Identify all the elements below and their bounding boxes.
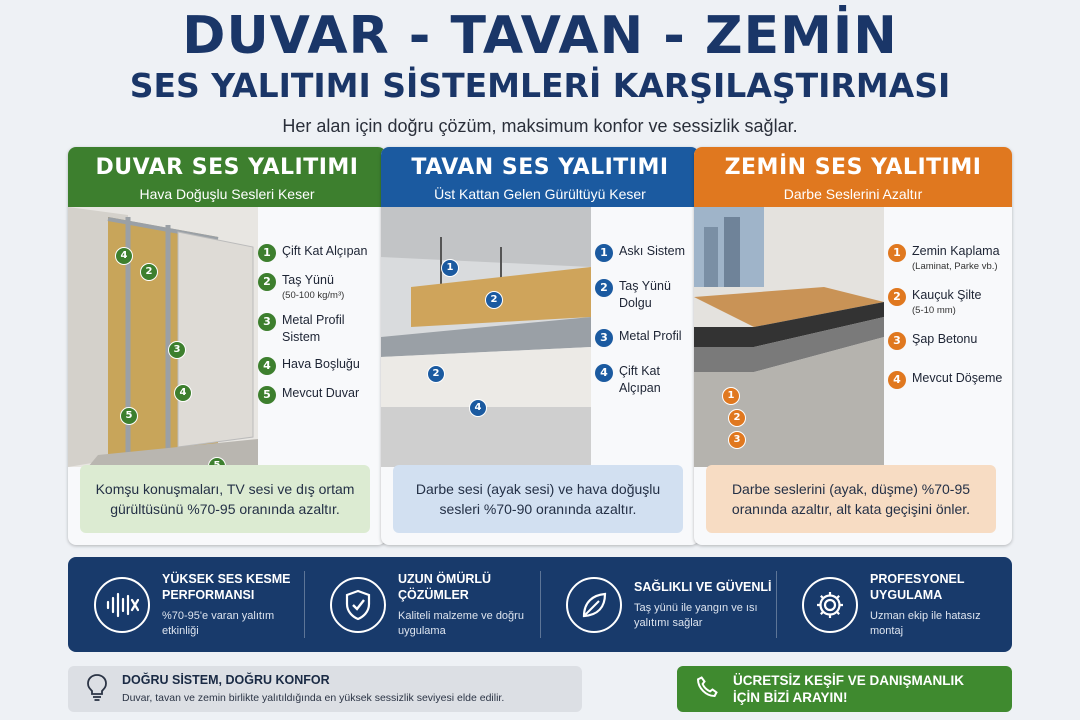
floor-marker-1: 1 [722,387,740,405]
tagline: Her alan için doğru çözüm, maksimum konfor ve sessizlik sağlar. [282,116,798,136]
benefit-item [68,557,304,652]
wall-illustration [68,207,258,467]
page-title: DUVAR - TAVAN - ZEMİN [182,6,898,66]
ceiling-marker-4: 4 [469,399,487,417]
ceiling-insulation-card [381,147,699,545]
floor-marker-3: 3 [728,431,746,449]
floor-legend [888,243,1012,399]
legend-item: 3 Metal Profil [595,328,699,347]
wall-legend [258,243,386,414]
free-consultation-button[interactable] [677,666,1012,712]
legend-item: 1 Askı Sistem [595,243,699,262]
wall-marker-4b: 4 [174,384,192,402]
phone-icon [695,675,719,704]
sound-wave-icon [94,577,150,633]
ceiling-marker-2: 2 [485,291,503,309]
wall-marker-5: 5 [120,407,138,425]
card-title: ZEMİN SES YALITIMI [724,155,982,180]
card-title: TAVAN SES YALITIMI [411,155,669,180]
wall-marker-2: 2 [140,263,158,281]
benefit-title: SAĞLIKLI VE GÜVENLİ [634,579,772,594]
lightbulb-icon [86,673,108,706]
benefit-item [776,557,1012,652]
shield-check-icon [330,577,386,633]
legend-item: 1 Zemin Kaplama (Laminat, Parke vb.) [888,243,1012,273]
card-subtitle: Hava Doğuşlu Sesleri Keser [139,186,315,202]
floor-illustration [694,207,884,467]
ceiling-marker-1: 1 [441,259,459,277]
legend-item: 4 Hava Boşluğu [258,356,386,375]
legend-item: 2 Kauçuk Şilte (5-10 mm) [888,287,1012,317]
card-title: DUVAR SES YALITIMI [95,155,359,180]
card-subtitle: Darbe Seslerini Azaltır [783,186,923,202]
card-subtitle: Üst Kattan Gelen Gürültüyü Keser [434,186,646,202]
gear-icon [802,577,858,633]
wall-marker-4: 4 [115,247,133,265]
benefit-item [304,557,540,652]
benefit-title: PROFESYONEL UYGULAMA [870,571,965,602]
ceiling-marker-2b: 2 [427,365,445,383]
benefits-bar [68,557,1012,652]
card-description: Komşu konuşmaları, TV sesi ve dış ortam gürültüsünü %70-95 oranında azaltır. [80,465,370,533]
ceiling-legend [595,243,699,407]
footer-title: DOĞRU SİSTEM, DOĞRU KONFOR [122,673,330,687]
legend-item: 3 Metal Profil Sistem [258,312,386,346]
wall-marker-3: 3 [168,341,186,359]
legend-item: 2 Taş Yünü Dolgu [595,278,699,312]
legend-item: 4 Mevcut Döşeme [888,370,1012,389]
benefit-text: Kaliteli malzeme ve doğru uygulama [398,609,524,637]
cta-line2: İÇİN BİZİ ARAYIN! [733,690,848,705]
wall-insulation-card [68,147,386,545]
card-description: Darbe sesi (ayak sesi) ve hava doğuşlu sesleri %70-90 oranında azaltır. [393,465,683,533]
benefit-text: Taş yünü ile yangın ve ısı yalıtımı sağlar [634,601,758,629]
ceiling-illustration [381,207,591,467]
benefit-item [540,557,776,652]
benefit-text: Uzman ekip ile hatasız montaj [870,609,981,637]
legend-item: 5 Mevcut Duvar [258,385,386,404]
legend-item: 1 Çift Kat Alçıpan [258,243,386,262]
legend-item: 2 Taş Yünü (50-100 kg/m³) [258,272,386,302]
card-header [694,147,1012,207]
card-header [68,147,386,207]
cta-line1: ÜCRETSİZ KEŞİF VE DANIŞMANLIK [733,673,965,688]
benefit-text: %70-95'e varan yalıtım etkinliği [162,609,275,637]
footer-text: Duvar, tavan ve zemin birlikte yalıtıldığında en yüksek sessizlik seviyesi elde edilir. [122,692,505,704]
floor-insulation-card [694,147,1012,545]
leaf-icon [566,577,622,633]
floor-marker-2: 2 [728,409,746,427]
card-header [381,147,699,207]
footer-info [68,666,582,712]
legend-item: 4 Çift Kat Alçıpan [595,363,699,397]
card-description: Darbe seslerini (ayak, düşme) %70-95 oranında azaltır, alt kata geçişini önler. [706,465,996,533]
page-subtitle: SES YALITIMI SİSTEMLERİ KARŞILAŞTIRMASI [129,66,951,105]
legend-item: 3 Şap Betonu [888,331,1012,350]
benefit-title: YÜKSEK SES KESME PERFORMANSI [162,571,291,602]
benefit-title: UZUN ÖMÜRLÜ ÇÖZÜMLER [398,571,492,602]
